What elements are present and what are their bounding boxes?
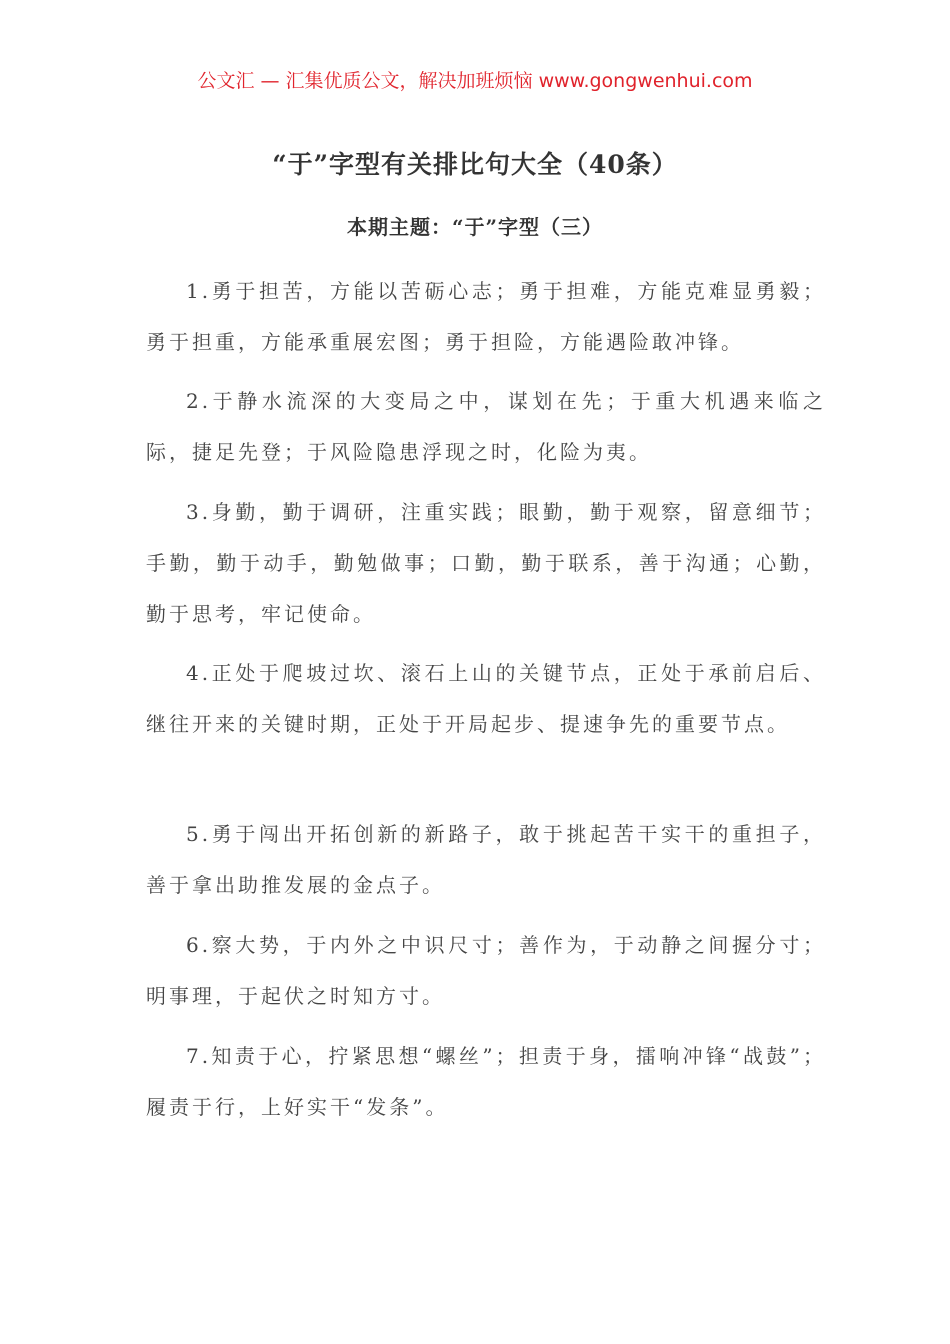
paragraph-2: 2.于静水流深的大变局之中，谋划在先；于重大机遇来临之际，捷足先登；于风险隐患浮现之时，化险为夷。 [146, 389, 826, 464]
paragraph-3: 3.身勤，勤于调研，注重实践；眼勤，勤于观察，留意细节；手勤，勤于动手，勤勉做事；口勤，勤于联系，善于沟通；心勤，勤于思考，牢记使命。 [146, 500, 826, 626]
paragraph-1-container [146, 266, 826, 368]
paragraph-1: 1.勇于担苦，方能以苦砺心志；勇于担难，方能克难显勇毅；勇于担重，方能承重展宏图；勇于担险，方能遇险敢冲锋。 [146, 279, 826, 354]
paragraph-5: 5.勇于闯出开拓创新的新路子，敢于挑起苦干实干的重担子，善于拿出助推发展的金点子。 [146, 822, 826, 897]
paragraph-5-container [146, 809, 826, 911]
paragraph-4-container [146, 648, 826, 750]
paragraph-6-container [146, 920, 826, 1022]
paragraph-4: 4.正处于爬坡过坎、滚石上山的关键节点，正处于承前启后、继往开来的关键时期，正处于开局起步、提速争先的重要节点。 [146, 661, 826, 736]
site-banner: 公文汇 — 汇集优质公文，解决加班烦恼 www.gongwenhui.com [197, 70, 753, 92]
paragraph-2-container [146, 376, 826, 478]
document-title: “于”字型有关排比句大全（40条） [272, 150, 678, 179]
document-subtitle: 本期主题：“于”字型（三） [346, 215, 603, 239]
paragraph-7-container [146, 1031, 826, 1133]
paragraph-7: 7.知责于心，拧紧思想“螺丝”；担责于身，擂响冲锋“战鼓”；履责于行，上好实干“发条”。 [146, 1044, 826, 1119]
paragraph-6: 6.察大势，于内外之中识尺寸；善作为，于动静之间握分寸；明事理，于起伏之时知方寸。 [146, 933, 826, 1008]
paragraph-3-container [146, 487, 826, 640]
